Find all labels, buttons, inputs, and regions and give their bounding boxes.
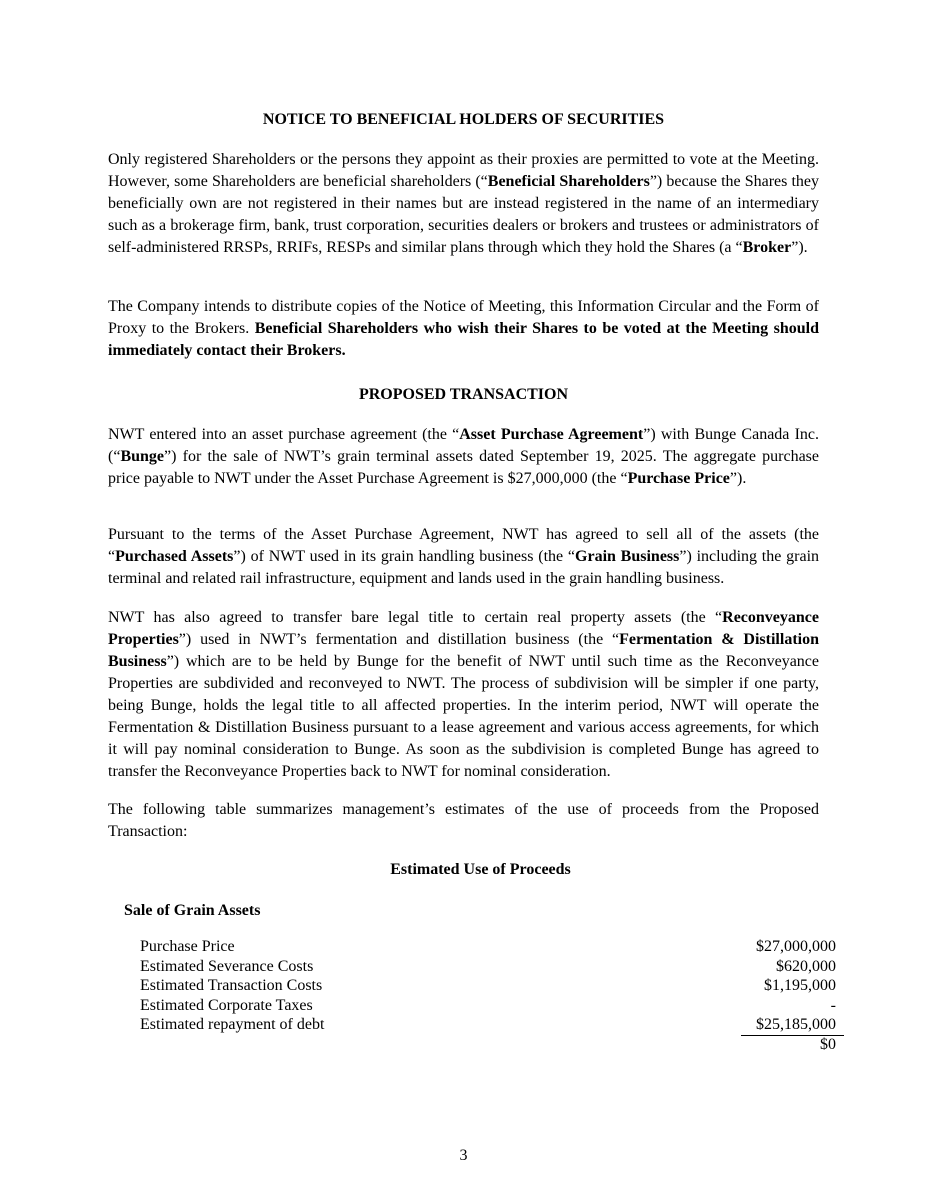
total-row	[140, 1035, 844, 1055]
proceeds-section-heading: Sale of Grain Assets	[124, 902, 261, 919]
row-value: $27,000,000	[756, 938, 836, 955]
row-value: $1,195,000	[764, 977, 836, 994]
row-label: Estimated Corporate Taxes	[140, 996, 313, 1014]
table-row	[140, 937, 844, 957]
transaction-paragraph-4: The following table summarizes management’s estimates of the use of proceeds from the Proposed Transaction:	[108, 801, 819, 840]
row-label: Estimated Severance Costs	[140, 957, 314, 975]
proceeds-table	[140, 937, 844, 1054]
notice-heading: NOTICE TO BENEFICIAL HOLDERS OF SECURITIES	[262, 111, 665, 128]
transaction-heading: PROPOSED TRANSACTION	[358, 386, 569, 403]
row-value: $620,000	[776, 957, 836, 975]
transaction-paragraph-1: NWT entered into an asset purchase agreement (the “Asset Purchase Agreement”) with Bunge Canada Inc. (“Bunge”) for the sale of NWT’s grain terminal assets dated September 19, 2025. The aggregate purchase price payable to NWT under the Asset Purchase Agreement is $27,000,000 (the “Purchase Price”).	[108, 426, 820, 487]
row-value: $25,185,000	[756, 1016, 836, 1033]
row-label: Estimated Transaction Costs	[140, 977, 323, 994]
row-label: Purchase Price	[140, 938, 235, 955]
table-row	[140, 976, 844, 996]
notice-paragraph-2: The Company intends to distribute copies of the Notice of Meeting, this Information Circular and the Form of Proxy to the Brokers. Beneficial Shareholders who wish their Shares to be voted at the Meeting should immediately contact their Brokers.	[108, 298, 819, 359]
row-value: -	[830, 996, 836, 1014]
total-value: $0	[820, 1035, 836, 1053]
transaction-paragraph-3: NWT has also agreed to transfer bare legal title to certain real property assets (the “Reconveyance Properties”) used in NWT’s fermentation and distillation business (the “Fermentation & Distillation Business”) which are to be held by Bunge for the benefit of NWT until such time as the Reconveyance Properties are subdivided and reconveyed to NWT. The process of subdivision will be simpler if one party, being Bunge, holds the legal title to all affected properties. In the interim period, NWT will operate the Fermentation & Distillation Business pursuant to a lease agreement and various access agreements, for which it will pay nominal consideration to Bunge. As soon as the subdivision is completed Bunge has agreed to transfer the Reconveyance Properties back to NWT for nominal consideration.	[108, 609, 819, 780]
table-row	[140, 957, 844, 977]
proceeds-title: Estimated Use of Proceeds	[390, 861, 571, 878]
transaction-paragraph-2: Pursuant to the terms of the Asset Purchase Agreement, NWT has agreed to sell all of the assets (the “Purchased Assets”) of NWT used in its grain handling business (the “Grain Business”) including the grain terminal and related rail infrastructure, equipment and lands used in the grain handling business.	[108, 526, 820, 587]
table-row	[140, 1015, 844, 1035]
row-label: Estimated repayment of debt	[140, 1016, 325, 1033]
page-number: 3	[459, 1147, 468, 1164]
table-row	[140, 996, 844, 1016]
notice-paragraph-1: Only registered Shareholders or the persons they appoint as their proxies are permitted to vote at the Meeting. However, some Shareholders are beneficial shareholders (“Beneficial Shareholders”) because the Shares they beneficially own are not registered in their names but are instead registered in the name of an intermediary such as a brokerage firm, bank, trust corporation, securities dealers or brokers and trustees or administrators of self-administered RRSPs, RRIFs, RESPs and similar plans through which they hold the Shares (a “Broker”).	[108, 151, 820, 256]
